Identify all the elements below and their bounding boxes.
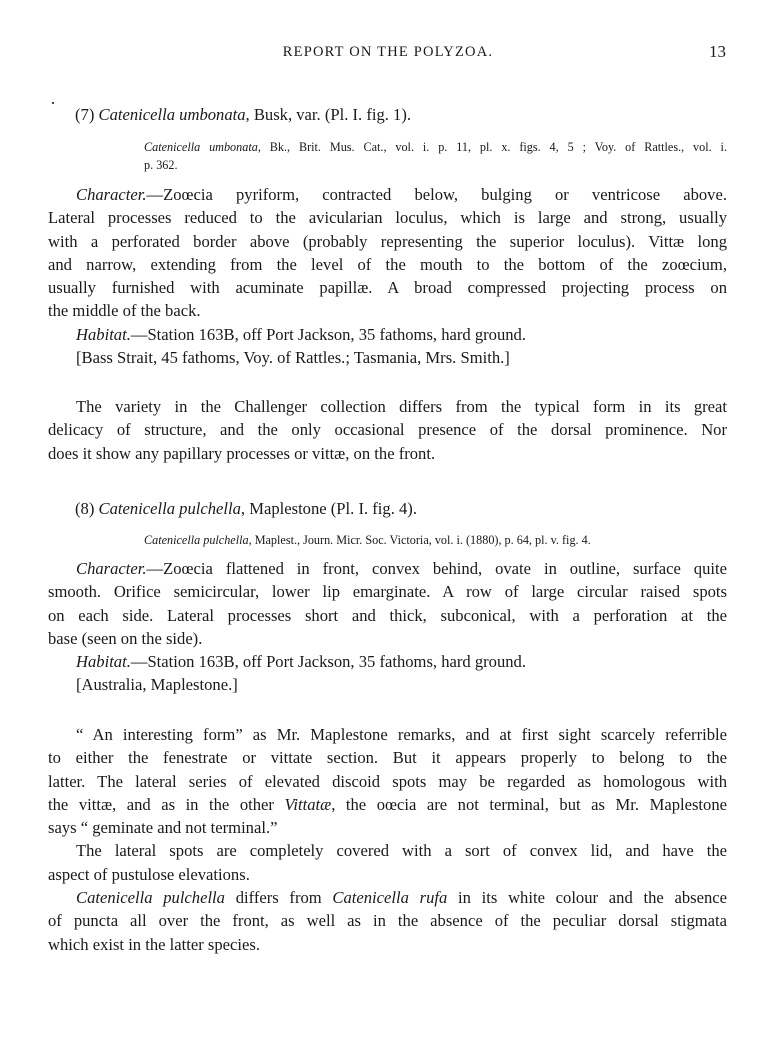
entry-8-heading [48, 497, 727, 520]
entry-7-character-line: Lateral processes reduced to the avicularian loculus, which is large and strong, usually [48, 208, 727, 228]
entry-8-habitat: —Station 163B, off Port Jackson, 35 fathoms, hard ground. [130, 652, 527, 672]
entry-8-remark-part: the vittæ, and as in the other [48, 794, 285, 814]
entry-7-character-line: with a perforated border above (probably representing the superior loculus). Vittæ long [48, 231, 727, 251]
entry-7-character-label: Character. [76, 185, 147, 204]
entry-7-character-line: the middle of the back. [48, 301, 201, 321]
entry-7-ref-name: Catenicella umbonata [144, 140, 258, 154]
entry-8-remarks [48, 723, 727, 956]
entry-8-ref-name: Catenicella pulchella [144, 533, 249, 547]
entry-8-ref-line1: , Maplest., Journ. Micr. Soc. Victoria, vol. i. (1880), p. 64, pl. v. fig. 4. [248, 533, 591, 547]
entry-8-remark-line: aspect of pustulose elevations. [48, 864, 250, 884]
entry-8-character-label: Character. [76, 559, 147, 578]
entry-8-remark-line: says “ geminate and not terminal.” [48, 818, 278, 838]
entry-8-character-line: smooth. Orifice semicircular, lower lip emarginate. A row of large circular raised spots [48, 582, 727, 602]
entry-7-remark-line: delicacy of structure, and the only occasional presence of the dorsal prominence. Nor [48, 420, 727, 440]
entry-7-character-line: usually furnished with acuminate papillæ. A broad compressed projecting process on [48, 278, 727, 298]
entry-8-character-line: on each side. Lateral processes short and thick, subconical, with a perforation at the [48, 605, 727, 625]
entry-8-remark-line: to either the fenestrate or vittate section. But it appears properly to belong to the [48, 748, 727, 768]
page-number: 13 [709, 42, 726, 61]
entry-7-character-line: —Zoœcia pyriform, contracted below, bulging or ventricose above. [146, 185, 727, 204]
entry-8-remark-italic: Catenicella rufa [332, 888, 448, 908]
entry-7-remark-line: does it show any papillary processes or vittæ, on the front. [48, 443, 436, 463]
entry-8-character [48, 557, 727, 697]
entry-8-remark-part: , the oœcia are not terminal, but as Mr. Maplestone [331, 794, 727, 814]
entry-8-remark-part: differs from [224, 888, 333, 908]
entry-7-heading [48, 103, 727, 126]
entry-8-remark-line: The lateral spots are completely covered with a sort of convex lid, and have the [76, 841, 727, 861]
entry-7-remark-line: The variety in the Challenger collection differs from the typical form in its great [76, 397, 727, 416]
entry-7-ref-line2: p. 362. [144, 158, 178, 172]
entry-8-remark-line: which exist in the latter species. [48, 934, 260, 954]
entry-8-authority: , Maplestone (Pl. I. fig. 4). [240, 499, 417, 518]
entry-7-remarks [48, 395, 727, 465]
entry-8-reference [144, 531, 698, 549]
entry-8-species: Catenicella pulchella [98, 499, 241, 518]
entry-8-distribution: [Australia, Maplestone.] [76, 675, 238, 695]
entry-8-remark-line: “ An interesting form” as Mr. Maplestone remarks, and at first sight scarcely referrible [76, 725, 727, 744]
entry-8-remark-line: of puncta all over the front, as well as in the absence of the peculiar dorsal stigmata [48, 911, 727, 931]
running-header: REPORT ON THE POLYZOA. [282, 44, 494, 60]
entry-7-ref-line1: , Bk., Brit. Mus. Cat., vol. i. p. 11, pl. x. figs. 4, 5 ; Voy. of Rattles., vol. i. [257, 140, 727, 154]
entry-7-habitat-label: Habitat. [76, 324, 131, 344]
entry-8-number: (8) [75, 499, 95, 518]
entry-7-reference [144, 138, 727, 174]
entry-7-character-line: and narrow, extending from the level of the mouth to the bottom of the zoœcium, [48, 254, 727, 274]
entry-7-character [48, 183, 727, 369]
entry-8-character-line: base (seen on the side). [48, 628, 203, 648]
entry-8-remark-italic: Vittatæ [284, 794, 332, 814]
entry-8-character-line: —Zoœcia flattened in front, convex behind, ovate in outline, surface quite [146, 559, 727, 578]
entry-7-distribution: [Bass Strait, 45 fathoms, Voy. of Rattles.; Tasmania, Mrs. Smith.] [76, 348, 510, 368]
entry-8-remark-line: latter. The lateral series of elevated discoid spots may be regarded as homologous with [48, 771, 727, 791]
entry-8-remark-part: in its white colour and the absence [447, 888, 727, 908]
entry-7-number: (7) [75, 105, 95, 124]
entry-7-habitat: —Station 163B, off Port Jackson, 35 fathoms, hard ground. [130, 324, 527, 344]
entry-7-species: Catenicella umbonata [98, 105, 246, 124]
entry-8-remark-italic: Catenicella pulchella [76, 888, 225, 908]
entry-7-authority: , Busk, var. (Pl. I. fig. 1). [245, 105, 412, 124]
entry-8-habitat-label: Habitat. [76, 652, 131, 672]
